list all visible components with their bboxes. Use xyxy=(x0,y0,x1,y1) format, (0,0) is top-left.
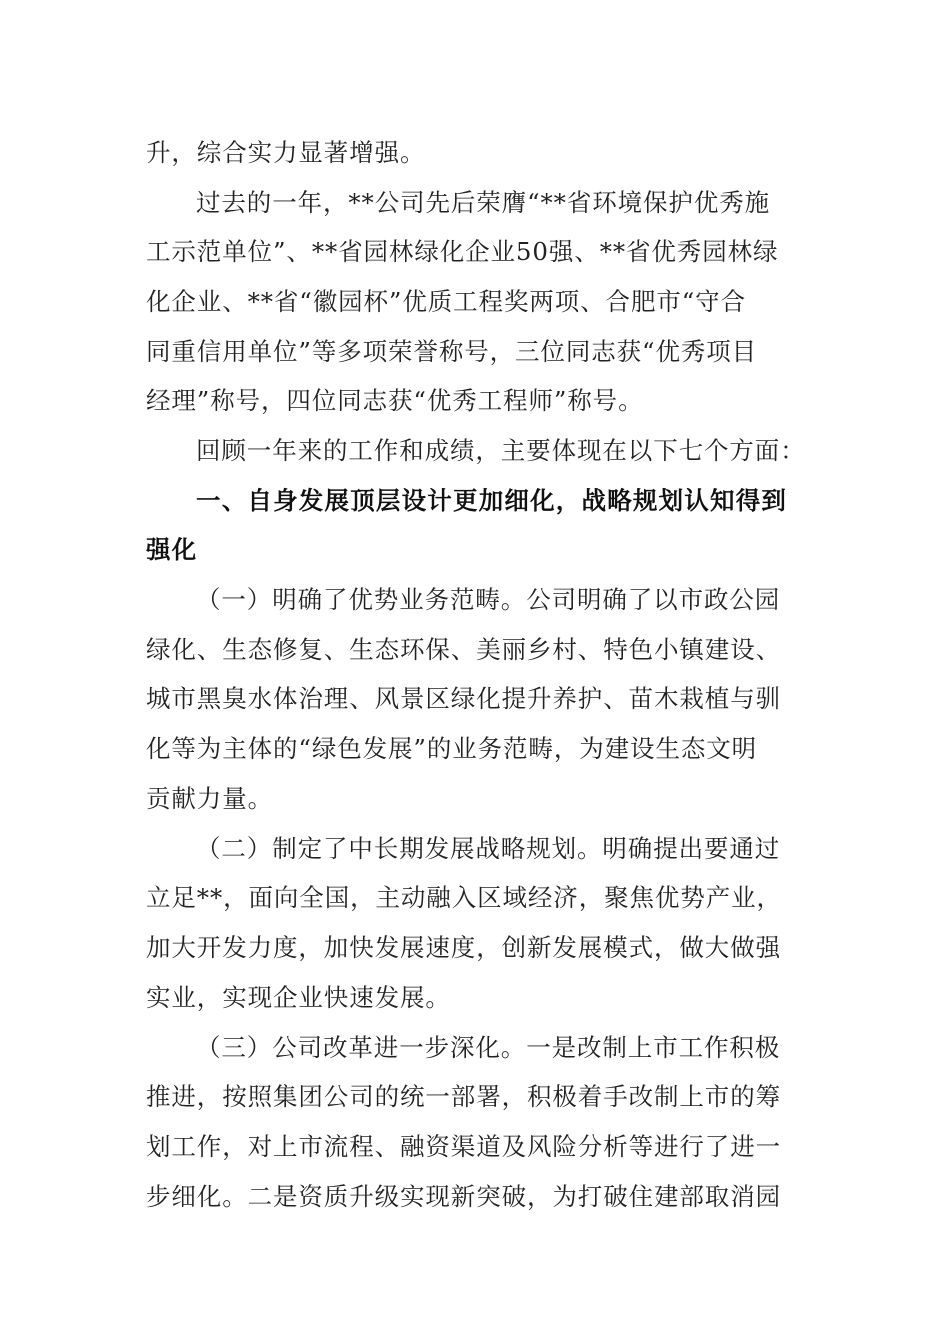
paragraph-line: 升，综合实力显著增强。 xyxy=(146,138,426,167)
paragraph-line: 贡献力量。 xyxy=(146,784,273,813)
paragraph-line: 实业，实现企业快速发展。 xyxy=(146,983,451,1012)
paragraph-line: 工示范单位”、**省园林绿化企业50强、**省优秀园林绿 xyxy=(146,237,779,266)
paragraph-line: 回顾一年来的工作和成绩，主要体现在以下七个方面： xyxy=(196,436,806,465)
paragraph-line: 化企业、**省“徽园杯”优质工程奖两项、合肥市“守合 xyxy=(146,287,746,316)
paragraph-line: 推进，按照集团公司的统一部署，积极着手改制上市的筹 xyxy=(146,1082,781,1111)
paragraph-line: 立足**，面向全国，主动融入区域经济，聚焦优势产业， xyxy=(146,883,782,912)
paragraph-line: 同重信用单位”等多项荣誉称号，三位同志获“优秀项目 xyxy=(146,337,758,366)
section-heading: 强化 xyxy=(146,535,198,564)
paragraph-line: 化等为主体的“绿色发展”的业务范畴，为建设生态文明 xyxy=(146,734,758,763)
paragraph-line: 步细化。二是资质升级实现新突破，为打破住建部取消园 xyxy=(146,1182,781,1211)
paragraph-line: 过去的一年，**公司先后荣膺“**省环境保护优秀施 xyxy=(196,188,771,217)
paragraph-line: 经理”称号，四位同志获“优秀工程师”称号。 xyxy=(146,386,644,415)
paragraph-line: 划工作，对上市流程、融资渠道及风险分析等进行了进一 xyxy=(146,1132,781,1161)
paragraph-line: 加大开发力度，加快发展速度，创新发展模式，做大做强 xyxy=(146,933,781,962)
paragraph-line: （一）明确了优势业务范畴。公司明确了以市政公园 xyxy=(196,585,781,614)
paragraph-line: 绿化、生态修复、生态环保、美丽乡村、特色小镇建设、 xyxy=(146,635,781,664)
paragraph-line: 城市黑臭水体治理、风景区绿化提升养护、苗木栽植与驯 xyxy=(146,684,781,713)
paragraph-line: （二）制定了中长期发展战略规划。明确提出要通过 xyxy=(196,834,781,863)
section-heading: 一、自身发展顶层设计更加细化，战略规划认知得到 xyxy=(196,486,788,515)
paragraph-line: （三）公司改革进一步深化。一是改制上市工作积极 xyxy=(196,1033,781,1062)
